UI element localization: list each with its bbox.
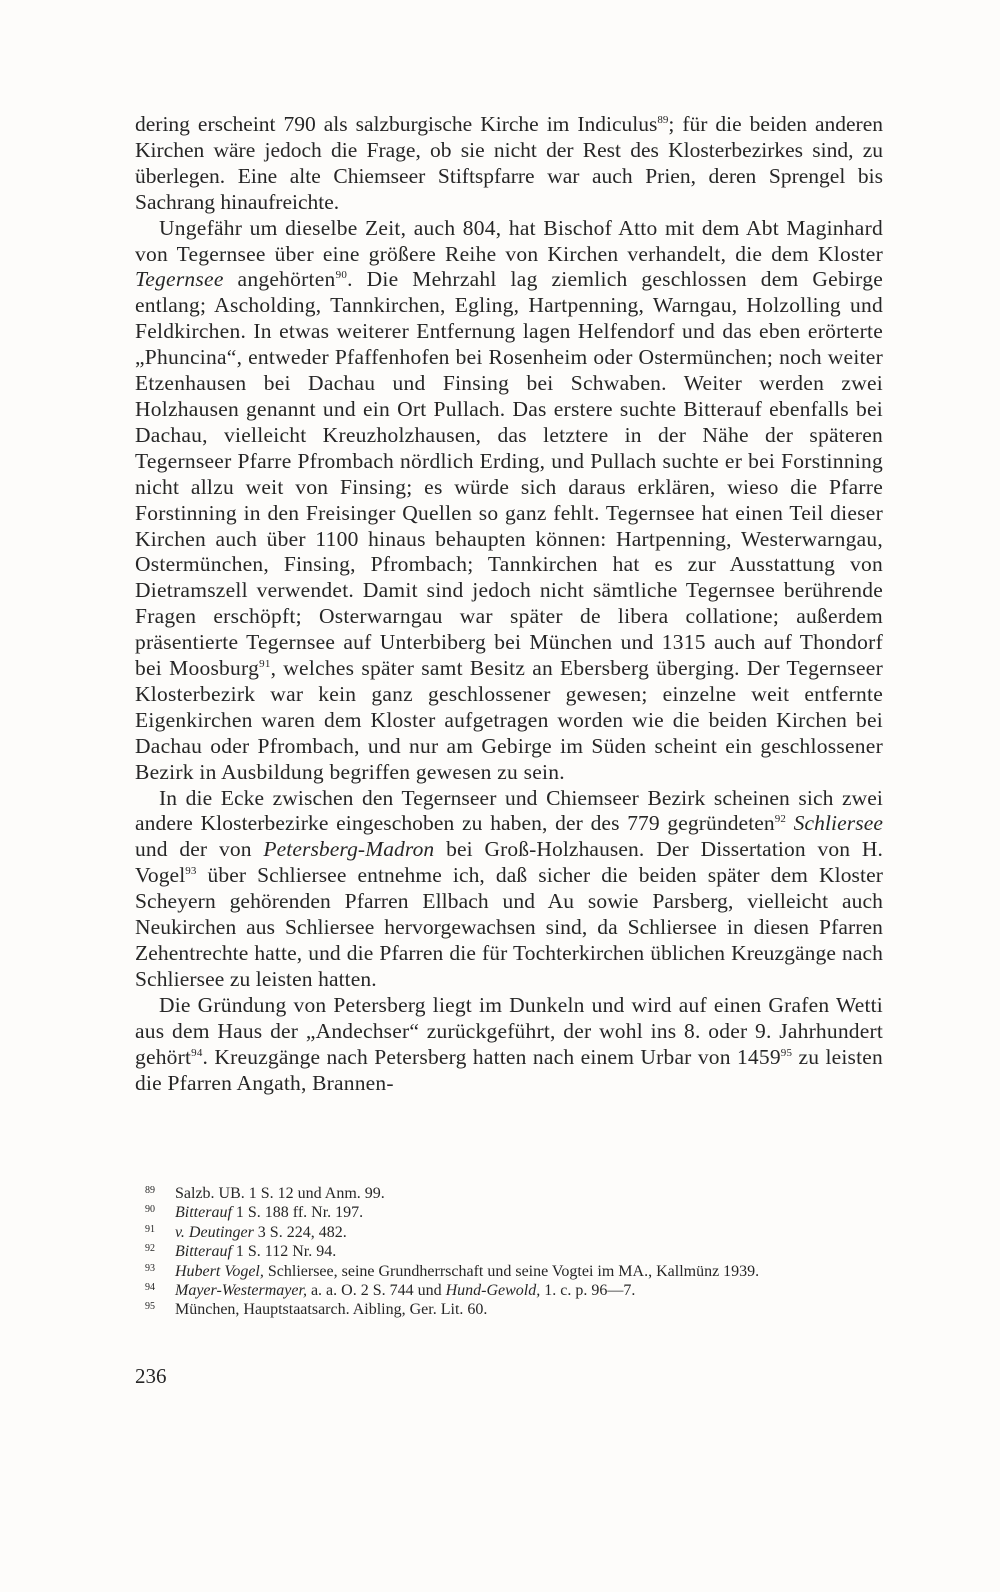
italic-name: Schliersee	[793, 811, 883, 836]
text-run: , welches später samt Besitz an Ebersberg überging. Der Tegernseer Klosterbezirk war kein ganz geschlossener gewesen; einzelne weit entfernte Eigenkirchen waren dem Kloster aufgetragen worden wie die beiden Kirchen bei Dachau oder Pfrombach, und nur am Gebirge im Süden scheint ein geschlossener Bezirk in Ausbildung begriffen gewesen zu sein.	[135, 656, 883, 784]
text-run: angehörten	[223, 267, 336, 292]
footnote-92: 92 Bitterauf 1 S. 112 Nr. 94.	[145, 1243, 337, 1261]
paragraph-3	[135, 786, 883, 993]
text-run: bei Groß-Holzhausen. Der Dissertation von H. Vogel	[135, 837, 884, 888]
text-run: a. a. O. 2 S. 744 und	[306, 1282, 446, 1300]
footnote-89: 89 Salzb. UB. 1 S. 12 und Anm. 99.	[145, 1185, 385, 1202]
text-run: Die Gründung von Petersberg liegt im Dunkeln und wird auf einen Grafen Wetti aus dem Haus der „Andechser“ zurückgeführt, der wohl ins 8. oder 9. Jahrhundert gehört	[135, 992, 883, 1069]
text-run: über Schliersee entnehme ich, daß sicher die beiden später dem Kloster Scheyern gehörenden Pfarren Ellbach und Au sowie Parsberg, vielleicht auch Neukirchen aus Schliersee hervorgewachsen sind, da Schliersee in diesen Pfarren Zehentrechte hatte, und die Pfarren die für Tochterkirchen üblichen Kreuzgänge nach Schliersee zu leisten hatten.	[135, 863, 883, 991]
footnote-ref: 89	[657, 114, 669, 126]
italic-name: v. Deutinger	[175, 1223, 254, 1241]
italic-name: Mayer-Westermayer,	[175, 1282, 307, 1300]
text-run: ; für die beiden anderen Kirchen wäre jedoch die Frage, ob sie nicht der Rest des Klosterbezirkes sind, zu überlegen. Eine alte Chiemseer Stiftspfarre war auch Prien, deren Sprengel bis Sachrang hinaufreichte.	[135, 112, 884, 214]
text-run: zu leisten die Pfarren Angath, Brannen-	[135, 1044, 883, 1095]
footnote-91: 91 v. Deutinger 3 S. 224, 482.	[145, 1223, 347, 1241]
paragraph-4	[135, 993, 883, 1097]
footnote-ref: 95	[780, 1046, 793, 1059]
italic-name: Tegernsee	[135, 267, 224, 292]
text-run: München, Hauptstaatsarch. Aibling, Ger. Lit. 60.	[175, 1301, 488, 1319]
page-number: 236	[135, 1364, 167, 1388]
paragraph-1	[135, 112, 883, 216]
footnote-ref: 91	[259, 658, 271, 671]
text-run: Ungefähr um dieselbe Zeit, auch 804, hat Bischof Atto mit dem Abt Maginhard von Tegernsee über eine größere Reihe von Kirchen verhandelt, die dem Kloster	[135, 215, 883, 266]
text-run: dering erscheint 790 als salzburgische Kirche im Indiculus	[135, 112, 658, 136]
italic-name: Hund-Gewold,	[445, 1282, 541, 1300]
italic-name: Bitterauf	[175, 1243, 232, 1261]
footnote-94: 94 Mayer-Westermayer, a. a. O. 2 S. 744 und Hund-Gewold, 1. c. p. 96—7.	[145, 1282, 636, 1300]
body-text	[135, 112, 883, 1096]
text-run: . Kreuzgänge nach Petersberg hatten nach einem Urbar von 1459	[202, 1044, 781, 1069]
text-run: 1 S. 188 ff. Nr. 197.	[231, 1204, 364, 1222]
footnote-95: 95 München, Hauptstaatsarch. Aibling, Ger. Lit. 60.	[145, 1301, 488, 1319]
text-run: und der von	[135, 837, 264, 862]
italic-name: Hubert Vogel,	[175, 1262, 264, 1280]
paragraph-2	[135, 216, 883, 786]
italic-name: Bitterauf	[175, 1204, 232, 1222]
footnotes	[135, 1184, 883, 1320]
text-run: 1 S. 112 Nr. 94.	[231, 1243, 337, 1261]
italic-name: Petersberg-Madron	[263, 837, 435, 862]
text-run: In die Ecke zwischen den Tegernseer und Chiemseer Bezirk scheinen sich zwei andere Klosterbezirke eingeschoben zu haben, der des 779 gegründeten	[135, 785, 883, 836]
footnote-90: 90 Bitterauf 1 S. 188 ff. Nr. 197.	[145, 1204, 364, 1222]
footnote-93: 93 Hubert Vogel, Schliersee, seine Grundherrschaft und seine Vogtei im MA., Kallmünz 1939.	[145, 1262, 760, 1280]
footnote-ref: 94	[191, 1046, 203, 1059]
text-run: . Die Mehrzahl lag ziemlich geschlossen dem Gebirge entlang; Ascholding, Tannkirchen, Egling, Hartpenning, Warngau, Holzolling und Feldkirchen. In etwas weiterer Entfernung lagen Helfendorf und das eben erörterte „Phuncina“, entweder Pfaffenhofen bei Rosenheim oder Ostermünchen; noch weiter Etzenhausen bei Dachau und Finsing bei Schwaben. Weiter werden zwei Holzhausen genannt und ein Ort Pullach. Das erstere suchte Bitterauf ebenfalls bei Dachau, vielleicht Kreuzholzhausen, das letztere in der Nähe der späteren Tegernseer Pfarre Pfrombach nördlich Erding, und Pullach suchte er bei Forstinning nicht allzu weit von Finsing; es würde sich daraus erklären, wieso die Pfarre Forstinning in den Freisinger Quellen so ganz fehlt. Tegernsee hat einen Teil dieser Kirchen auch über 1100 hinaus behaupten können: Hartpenning, Westerwarngau, Ostermünchen, Finsing, Pfrombach; Tannkirchen hat es zur Ausstattung von Dietramszell verwendet. Damit sind jedoch nicht sämtliche Tegernsee berührende Fragen erschöpft; Osterwarngau war später de libera collatione; außerdem präsentierte Tegernsee auf Unterbiberg bei München und 1315 auch auf Thondorf bei Moosburg	[135, 267, 883, 681]
footnote-ref: 90	[335, 269, 348, 282]
footnote-ref: 92	[774, 813, 786, 826]
text-run: Salzb. UB. 1 S. 12 und Anm. 99.	[175, 1185, 385, 1202]
text-run: 1. c. p. 96—7.	[540, 1282, 636, 1300]
footnote-ref: 93	[185, 865, 197, 878]
text-run: Schliersee, seine Grundherrschaft und seine Vogtei im MA., Kallmünz 1939.	[263, 1262, 760, 1280]
text-run: 3 S. 224, 482.	[253, 1223, 347, 1241]
text-run	[786, 811, 794, 835]
